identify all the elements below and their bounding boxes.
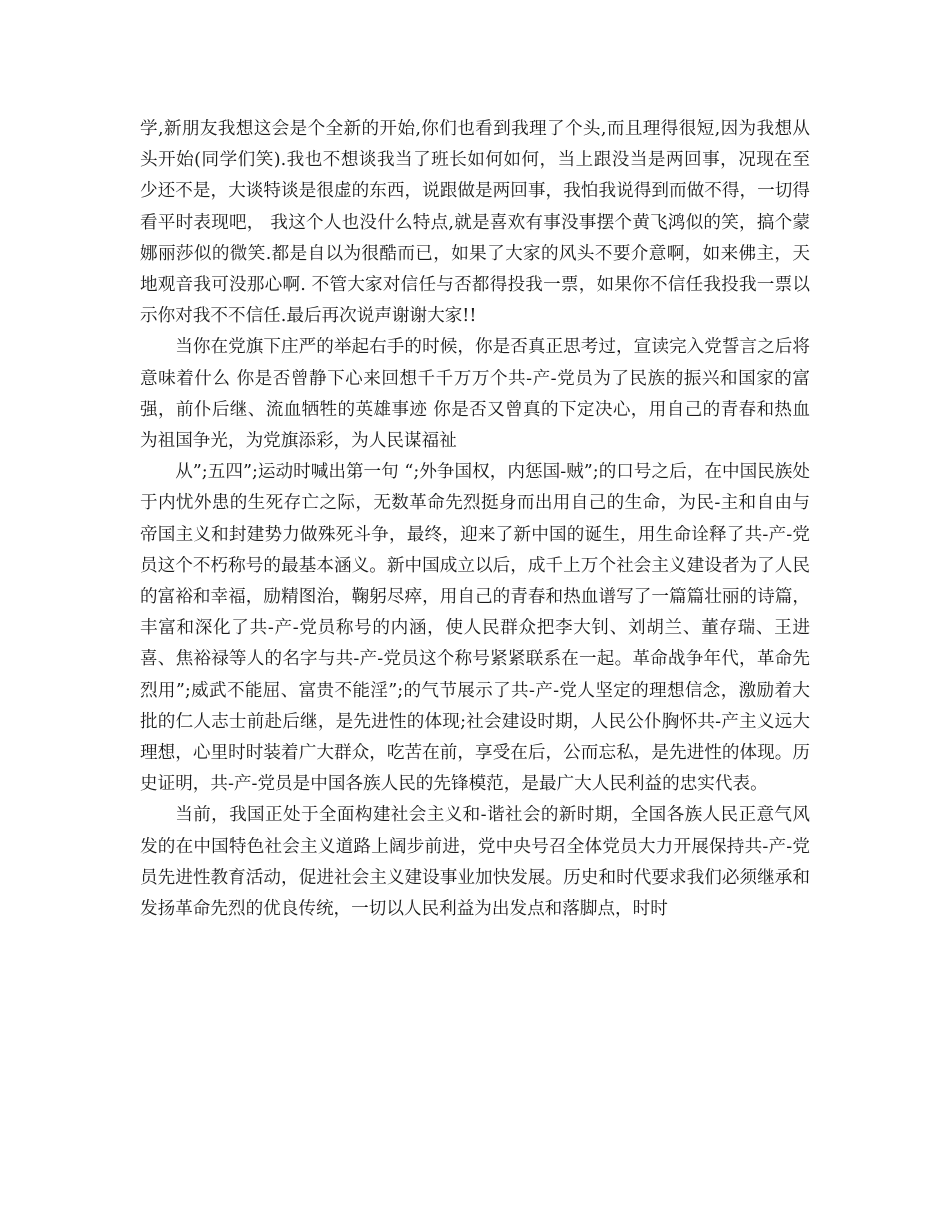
paragraph-history: 从”;五四”;运动时喊出第一句 “;外争国权，内惩国-贼”;的口号之后，在中国民族处于内忧外患的生死存亡之际，无数革命先烈挺身而出用自己的生命，为民-主和自由与帝国主义和封建势力做殊死斗争，最终，迎来了新中国的诞生，用生命诠释了共-产-党员这个不朽称号的最基本涵义。新中国成立以后，成千上万个社会主义建设者为了人民的富裕和幸福，励精图治，鞠躬尽瘁，用自己的青春和热血谱写了一篇篇壮丽的诗篇，丰富和深化了共-产-党员称号的内涵，使人民群众把李大钊、刘胡兰、董存瑞、王进喜、焦裕禄等人的名字与共-产-党员这个称号紧紧联系在一起。革命战争年代，革命先烈用”;威武不能屈、富贵不能淫”;的气节展示了共-产-党人坚定的理想信念，激励着大批的仁人志士前赴后继，是先进性的体现;社会建设时期，人民公仆胸怀共-产主义远大理想，心里时时装着广大群众，吃苦在前，享受在后，公而忘私，是先进性的体现。历史证明，共-产-党员是中国各族人民的先锋模范，是最广大人民利益的忠实代表。: [140, 462, 810, 795]
paragraph-current-era: 当前，我国正处于全面构建社会主义和-谐社会的新时期，全国各族人民正意气风发的在中国特色社会主义道路上阔步前进，党中央号召全体党员大力开展保持共-产-党员先进性教育活动，促进社会主义建设事业加快发展。历史和时代要求我们必须继承和发扬革命先烈的优良传统，一切以人民利益为出发点和落脚点，时时: [140, 805, 810, 920]
document-body: [140, 114, 810, 925]
paragraph-speech-continuation: 学,新朋友我想这会是个全新的开始,你们也看到我理了个头,而且理得很短,因为我想从头开始(同学们笑).我也不想谈我当了班长如何如何，当上跟没当是两回事，况现在至少还不是，大谈特谈是很虚的东西，说跟做是两回事，我怕我说得到而做不得，一切得看平时表现吧， 我这个人也没什么特点,就是喜欢有事没事摆个黄飞鸿似的笑，搞个蒙娜丽莎似的微笑.都是自以为很酷而已，如果了大家的风头不要介意啊，如来佛主，天地观音我可没那心啊. 不管大家对信任与否都得投我一票，如果你不信任我投我一票以示你对我不不信任.最后再次说声谢谢大家!!: [140, 119, 810, 327]
paragraph-party-oath: 当你在党旗下庄严的举起右手的时候，你是否真正思考过，宣读完入党誓言之后将意味着什么 你是否曾静下心来回想千千万万个共-产-党员为了民族的振兴和国家的富强，前仆后继、流血牺牲的英雄事迹 你是否又曾真的下定决心，用自己的青春和热血为祖国争光，为党旗添彩，为人民谋福祉: [140, 337, 810, 452]
